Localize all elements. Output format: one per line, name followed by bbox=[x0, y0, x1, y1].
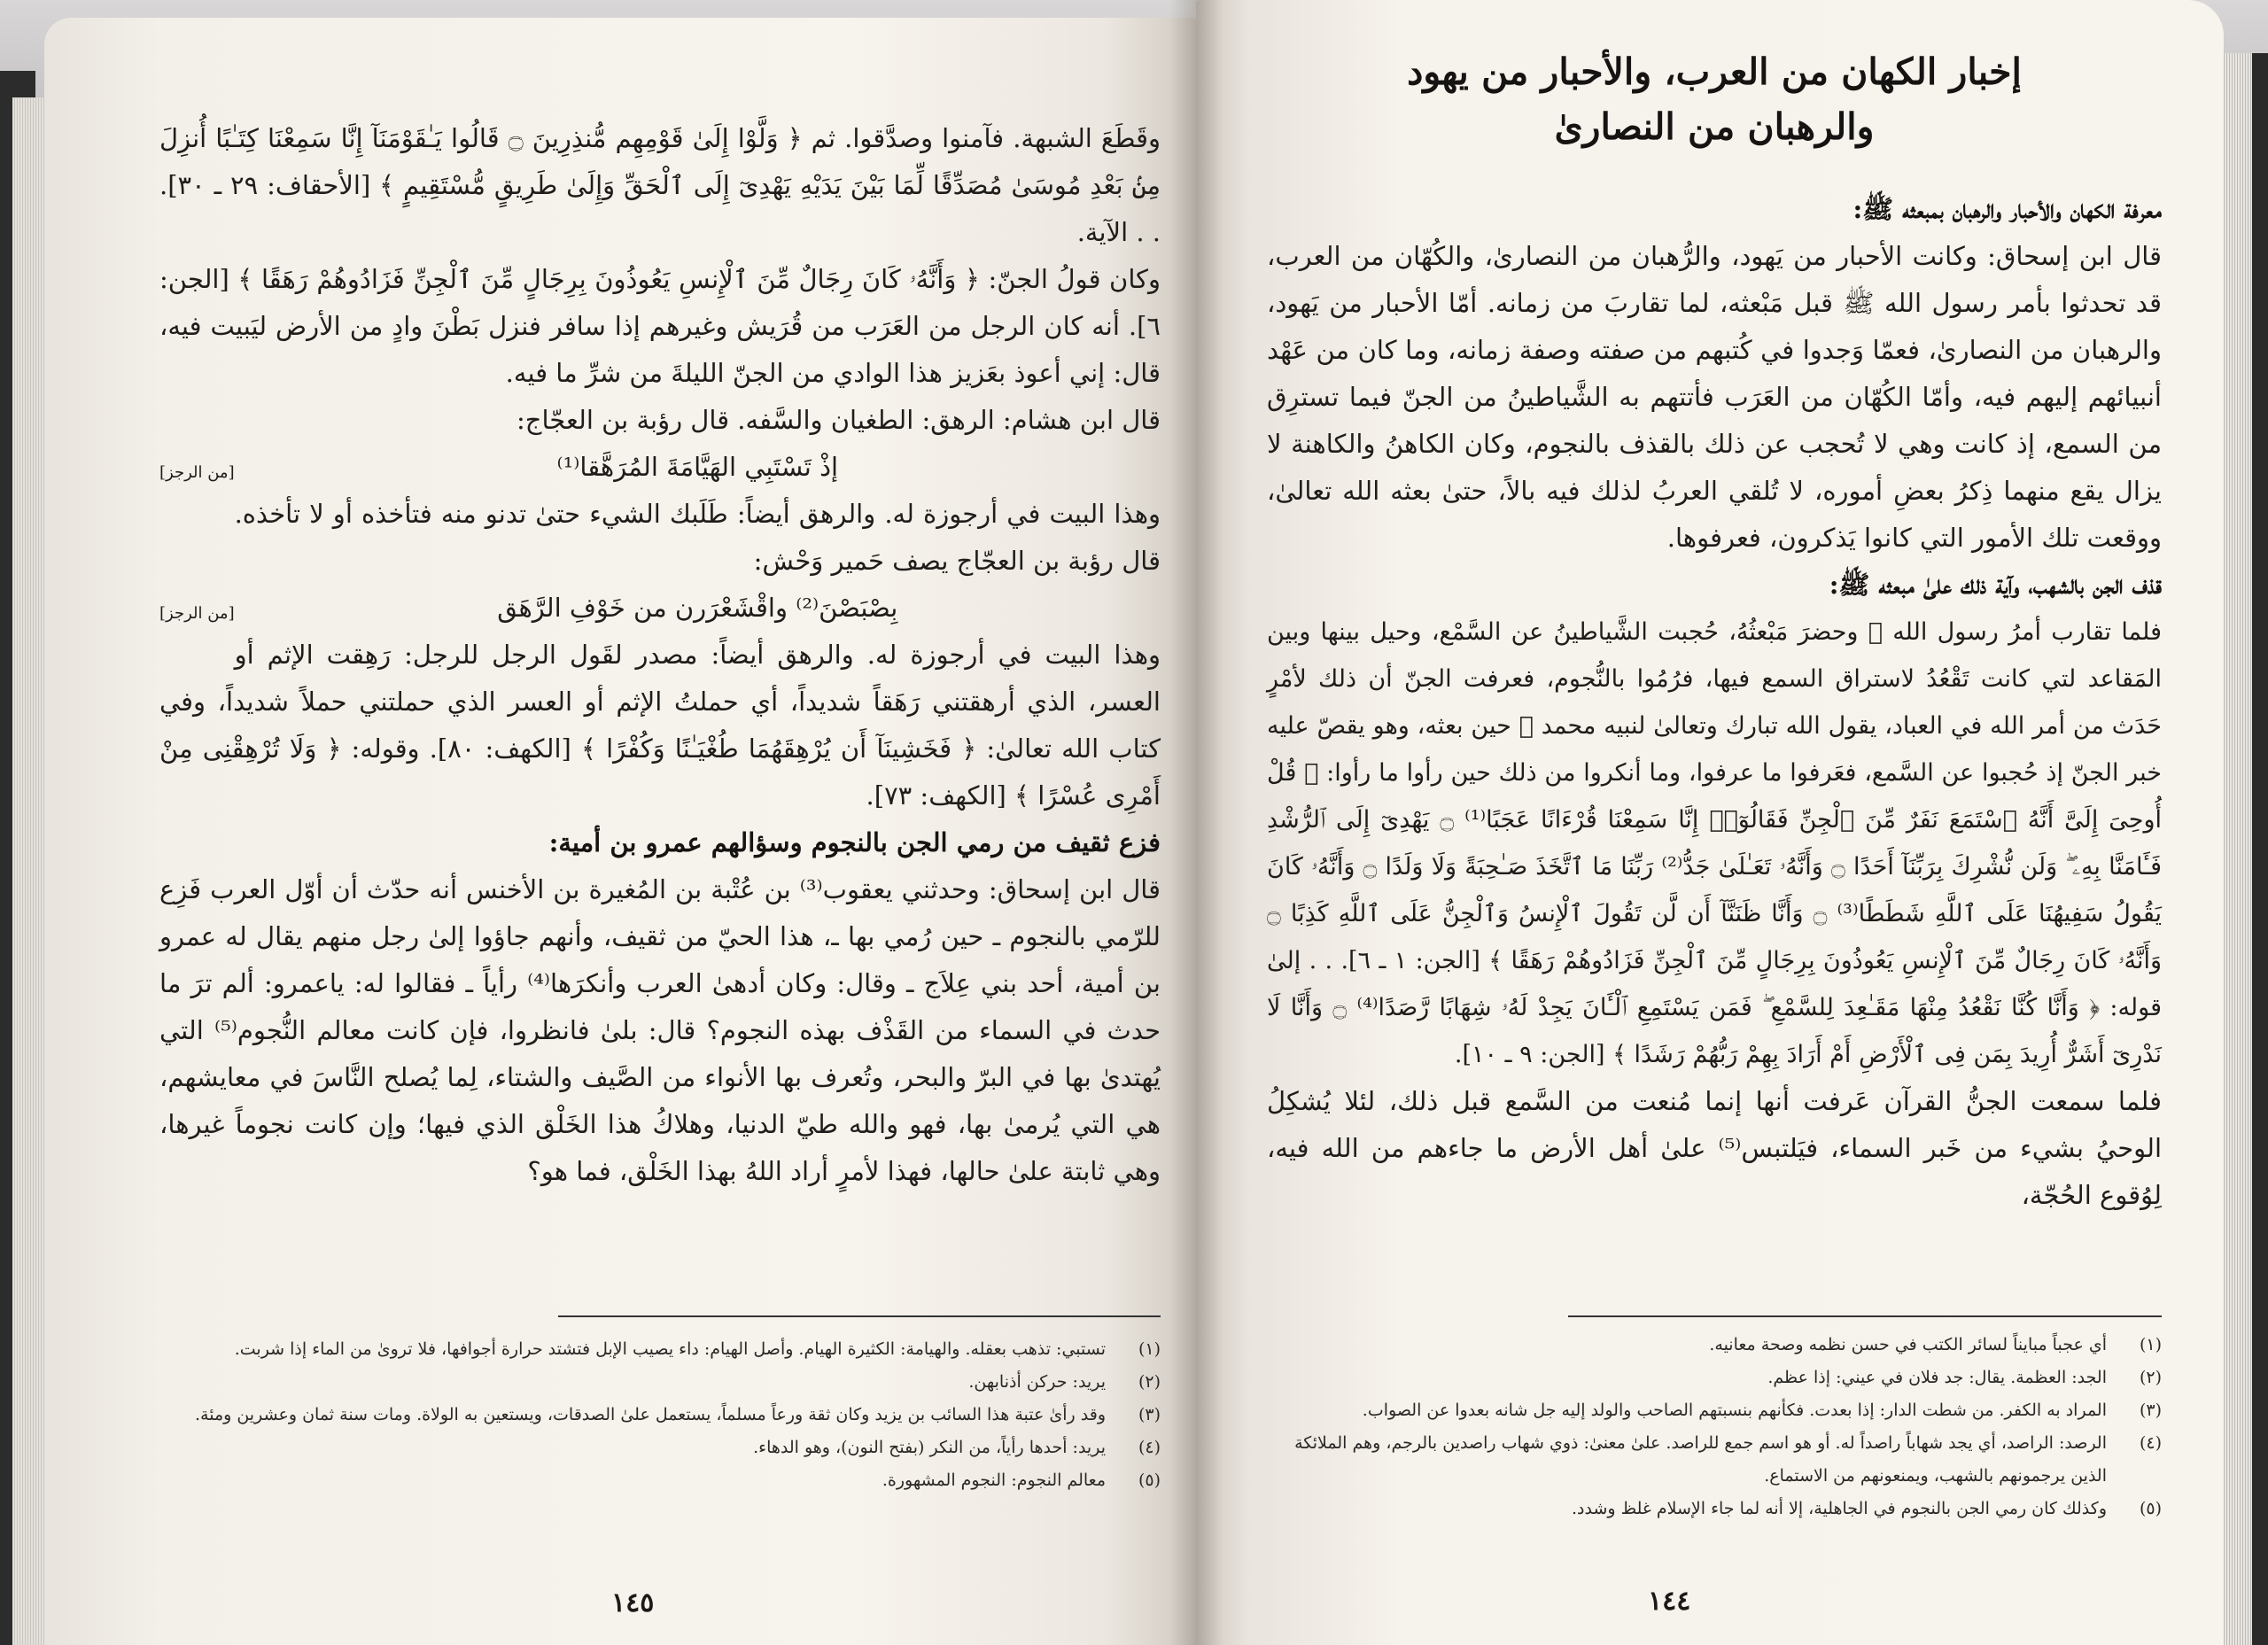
chapter-title-line: إخبار الكهان من العرب، والأحبار من يهود bbox=[1407, 50, 2022, 93]
footnote bbox=[1267, 1329, 2162, 1362]
footnote bbox=[1267, 1394, 2162, 1427]
footnote-text: يريد: حركن أذنابهن. bbox=[968, 1372, 1106, 1392]
poem-text: بِصْبَصْنَ⁽²⁾ واقْشَعْرَرن من خَوْفِ الرَّهَق bbox=[497, 593, 898, 623]
footnote-number: (١) bbox=[2139, 1335, 2162, 1354]
footnote bbox=[159, 1464, 1161, 1497]
page-edges-left bbox=[12, 97, 48, 1645]
footnote bbox=[159, 1432, 1161, 1464]
paragraph: قال ابن هشام: الرهق: الطغيان والسَّفه. قال رؤبة بن العجّاج: bbox=[516, 405, 1161, 435]
meter-tag: [من الرجز] bbox=[159, 463, 235, 482]
footnote-text: وكذلك كان رمي الجن بالنجوم في الجاهلية، إلا أنه لما جاء الإسلام غلظ وشدد. bbox=[1572, 1499, 2107, 1518]
paragraph: فلما تقارب أمرُ رسول الله ﷺ وحضرَ مَبْعثُهُ، حُجبت الشَّياطينُ عن السَّمْع، وحيل بينها وبين المَقاعد لتي كانت تَقْعُدُ لاستراق السمع فيها، فرُمُوا بالنُّجوم، فعرفت الجنّ أن ذلك لأمْرٍ حَدَث من أمر الله في العباد، يقول الله تبارك وتعالىٰ لنبيه محمد ﷺ حين بعثه، وهو يقصّ عليه خبر الجنّ إذ حُجبوا عن السَّمع، فعَرفوا ما عرفوا، وما أنكروا من ذلك حين رأوا ما رأوا: ﴿ قُلْ أُوحِىَ إِلَىَّ أَنَّهُ ٱسْتَمَعَ نَفَرٌ مِّنَ ٱلْجِنِّ فَقَالُوٓا۟ إِنَّا سَمِعْنَا قُرْءَانًا عَجَبًا⁽¹⁾ ۝ يَهْدِىٓ إِلَى ٱلرُّشْدِ فَـَٔامَنَّا بِهِۦ ۖ وَلَن نُّشْرِكَ بِرَبِّنَآ أَحَدًا ۝ وَأَنَّهُۥ تَعَـٰلَىٰ جَدُّ⁽²⁾ رَبِّنَا مَا ٱتَّخَذَ صَـٰحِبَةً وَلَا وَلَدًا ۝ وَأَنَّهُۥ كَانَ يَقُولُ سَفِيهُنَا عَلَى ٱللَّهِ شَطَطًا⁽³⁾ ۝ وَأَنَّا ظَنَنَّآ أَن لَّن تَقُولَ ٱلْإِنسُ وَٱلْجِنُّ عَلَى ٱللَّهِ كَذِبًا ۝ وَأَنَّهُۥ كَانَ رِجَالٌ مِّنَ ٱلْإِنسِ يَعُوذُونَ بِرِجَالٍ مِّنَ ٱلْجِنِّ فَزَادُوهُمْ رَهَقًا ﴾ [الجن: ١ ـ ٦]. . . إلىٰ قوله: ﴿ وَأَنَّا كُنَّا نَقْعُدُ مِنْهَا مَقَـٰعِدَ لِلسَّمْعِ ۖ فَمَن يَسْتَمِعِ ٱلْـَٔانَ يَجِدْ لَهُۥ شِهَابًا رَّصَدًا⁽⁴⁾ ۝ وَأَنَّا لَا نَدْرِىٓ أَشَرٌّ أُرِيدَ بِمَن فِى ٱلْأَرْضِ أَمْ أَرَادَ بِهِمْ رَبُّهُمْ رَشَدًا ﴾ [الجن: ٩ ـ ١٠]. bbox=[1267, 618, 2163, 1068]
footnotes bbox=[1267, 1329, 2162, 1525]
poem-line bbox=[159, 585, 1161, 632]
chapter-title bbox=[1267, 44, 2162, 154]
paragraph: قال ابن إسحاق: وحدثني يعقوب⁽³⁾ بن عُتْبة بن المُغيرة بن الأخنس أنه حدّث أن أوّل العرب فَزِع للرّمي بالنجوم ـ حين رُمي بها ـ، هذا الحيّ من ثقيف، وأنهم جاؤوا إلىٰ رجل منهم يقال له عمرو بن أمية، أحد بني عِلاَج ـ وقال: وكان أدهىٰ العرب وأنكرَها⁽⁴⁾ رأياً ـ فقالوا له: ياعمرو: ألم ترَ ما حدث في السماء من القَذْف بهذه النجوم؟ قال: بلىٰ فانظروا، فإن كانت معالم النُّجوم⁽⁵⁾ التي يُهتدىٰ بها في البرّ والبحر، وتُعرف بها الأنواء من الصَّيف والشتاء، لِما يُصلح النَّاسَ في معايشهم، هي التي يُرمىٰ بها، فهو والله طيّ الدنيا، وهلاكُ هذا الخَلْق الذي فيها؛ وإن كانت نجوماً غيرها، وهي ثابتة علىٰ حالها، فهذا لأمرٍ أراد اللهُ بهذا الخَلْق، فما هو؟ bbox=[159, 874, 1161, 1186]
footnote-divider bbox=[558, 1315, 1161, 1317]
footnote-text: أي عجباً مبايناً لسائر الكتب في حسن نظمه وصحة معانيه. bbox=[1709, 1335, 2107, 1354]
paragraph: وهذا البيت في أرجوزة له. والرهق أيضاً: مصدر لقَول الرجل للرجل: رَهِقت الإثم أو العسر، الذي أرهقتني رَهَقاً شديداً، أي حملتُ الإثم أو العسر الذي حملتني حملاً شديداً، وفي كتاب الله تعالىٰ: ﴿ فَخَشِينَآ أَن يُرْهِقَهُمَا طُغْيَـٰنًا وَكُفْرًا ﴾ [الكهف: ٨٠]. وقوله: ﴿ وَلَا تُرْهِقْنِى مِنْ أَمْرِى عُسْرًا ﴾ [الكهف: ٧٣]. bbox=[159, 640, 1161, 811]
book-gutter bbox=[1169, 0, 1223, 1645]
section-heading: فزع ثقيف من رمي الجن بالنجوم وسؤالهم عمرو بن أمية: bbox=[548, 827, 1161, 857]
footnote-text: وقد رأىٰ عتبة هذا السائب بن يزيد وكان ثقة ورعاً مسلماً، يستعمل علىٰ الصدقات، ويستعين به الولاة. ومات سنة ثمان وعشرين ومئة. bbox=[194, 1405, 1106, 1424]
poem-text: إذْ تَسْتَبِي الهَيَّامَةَ المُرَهَّقا⁽¹⁾ bbox=[556, 452, 839, 482]
paragraph: وكان قولُ الجنّ: ﴿ وَأَنَّهُۥ كَانَ رِجَالٌ مِّنَ ٱلْإِنسِ يَعُوذُونَ بِرِجَالٍ مِّنَ ٱلْجِنِّ فَزَادُوهُمْ رَهَقًا ﴾ [الجن: ٦]. أنه كان الرجل من العَرَب من قُرَيش وغيرهم إذا سافر فنزل بَطْنَ وادٍ من الأرض ليَبيت فيه، قال: إني أعوذ بعَزيز هذا الوادي من الجنّ الليلةَ من شرِّ ما فيه. bbox=[159, 264, 1161, 388]
left-page bbox=[44, 18, 1196, 1645]
footnote-divider bbox=[1568, 1315, 2162, 1317]
footnote-number: (٥) bbox=[2139, 1499, 2162, 1518]
page-number: ١٤٤ bbox=[1648, 1586, 1691, 1617]
meter-tag: [من الرجز] bbox=[159, 604, 235, 623]
right-page-body bbox=[1267, 186, 2162, 1219]
footnote-number: (٣) bbox=[2139, 1401, 2162, 1420]
footnote-number: (٢) bbox=[2139, 1368, 2162, 1387]
footnotes bbox=[159, 1333, 1161, 1497]
section-heading: قذف الجن بالشهب، وآية ذلك علىٰ مبعثه ﷺ: bbox=[1829, 570, 2162, 600]
footnote-text: تستبي: تذهب بعقله. والهيامة: الكثيرة الهيام. وأصل الهيام: داء يصيب الإبل فتشتد حرارة أجوافها، فلا تروىٰ من الماء إذا شربت. bbox=[234, 1339, 1106, 1359]
footnote-number: (٤) bbox=[1138, 1438, 1161, 1457]
footnote bbox=[159, 1399, 1161, 1432]
footnote-text: يريد: أحدها رأياً، من النكر (بفتح النون)، وهو الدهاء. bbox=[753, 1438, 1106, 1457]
footnote bbox=[1267, 1362, 2162, 1394]
footnote-number: (١) bbox=[1138, 1339, 1161, 1359]
footnote bbox=[1267, 1493, 2162, 1525]
left-page-body bbox=[159, 115, 1161, 1195]
footnote-number: (٥) bbox=[1138, 1470, 1161, 1490]
footnote-text: معالم النجوم: النجوم المشهورة. bbox=[882, 1470, 1106, 1490]
page-number: ١٤٥ bbox=[611, 1587, 655, 1618]
footnote-number: (٢) bbox=[1138, 1372, 1161, 1392]
section-heading: معرفة الكهان والأحبار والرهبان بمبعثه ﷺ: bbox=[1852, 194, 2162, 224]
footnote-text: الجد: العظمة. يقال: جد فلان في عيني: إذا عظم. bbox=[1767, 1368, 2107, 1387]
footnote-text: المراد به الكفر. من شطت الدار: إذا بعدت. فكأنهم بنسبتهم الصاحب والولد إليه جل شانه بعدوا عن الصواب. bbox=[1362, 1401, 2107, 1420]
paragraph: وقَطَعَ الشبهة. فآمنوا وصدَّقوا. ثم ﴿ وَلَّوْا إِلَىٰ قَوْمِهِم مُّنذِرِينَ ۝ قَالُوا يَـٰقَوْمَنَآ إِنَّا سَمِعْنَا كِتَـٰبًا أُنزِلَ مِنۢ بَعْدِ مُوسَىٰ مُصَدِّقًا لِّمَا بَيْنَ يَدَيْهِ يَهْدِىٓ إِلَى ٱلْحَقِّ وَإِلَىٰ طَرِيقٍ مُّسْتَقِيمٍ ﴾ [الأحقاف: ٢٩ ـ ٣٠]. . . الآية. bbox=[159, 123, 1161, 247]
poem-line bbox=[159, 444, 1161, 491]
paragraph: وهذا البيت في أرجوزة له. والرهق أيضاً: طَلَبك الشيء حتىٰ تدنو منه فتأخذه أو لا تأخذه. قال رؤبة بن العجّاج يصف حَمير وَحْش: bbox=[234, 499, 1161, 576]
footnote bbox=[159, 1333, 1161, 1366]
footnote-text: الرصد: الراصد، أي يجد شهاباً راصداً له. أو هو اسم جمع للراصد. علىٰ معنىٰ: ذوي شهاب راصدين بالرجم، وهم الملائكة الذين يرجمونهم بالشهب، ويمنعونهم من الاستماع. bbox=[1294, 1433, 2107, 1486]
footnote-number: (٤) bbox=[2139, 1433, 2162, 1453]
paragraph: فلما سمعت الجنُّ القرآن عَرفت أنها إنما مُنعت من السَّمع قبل ذلك، لئلا يُشكِلُ الوحيُ بشيء من خَبر السماء، فيَلتبس⁽⁵⁾ علىٰ أهل الأرض ما جاءهم من الله فيه، لِوُقوع الحُجّة، bbox=[1267, 1086, 2162, 1210]
right-page bbox=[1196, 0, 2224, 1645]
paragraph: قال ابن إسحاق: وكانت الأحبار من يَهود، والرُّهبان من النصارىٰ، والكُهّان من العرب، قد تحدثوا بأمر رسول الله ﷺ قبل مَبْعثه، لما تقاربَ من زمانه. أمّا الأحبار من يَهود، والرهبان من النصارىٰ، فعمّا وَجدوا في كُتبهم من صفته وصفة زمانه، وما كان من عَهْد أنبيائهم إليهم فيه، وأمّا الكُهّان من العَرَب فأتتهم به الشَّياطينُ من الجنّ فيما تسترِق من السمع، إذ كانت وهي لا تُحجب عن ذلك بالقذف بالنجوم، وكان الكاهنُ والكاهنة لا يزال يقع منهما ذِكرُ بعضِ أموره، لا تُلقي العربُ لذلك فيه بالاً، حتىٰ بعثه الله تعالىٰ، ووقعت تلك الأمور التي كانوا يَذكرون، فعرفوها. bbox=[1267, 241, 2162, 553]
footnote-number: (٣) bbox=[1138, 1405, 1161, 1424]
chapter-title-line: والرهبان من النصارىٰ bbox=[1554, 105, 1875, 148]
footnote bbox=[1267, 1427, 2162, 1493]
footnote bbox=[159, 1366, 1161, 1399]
